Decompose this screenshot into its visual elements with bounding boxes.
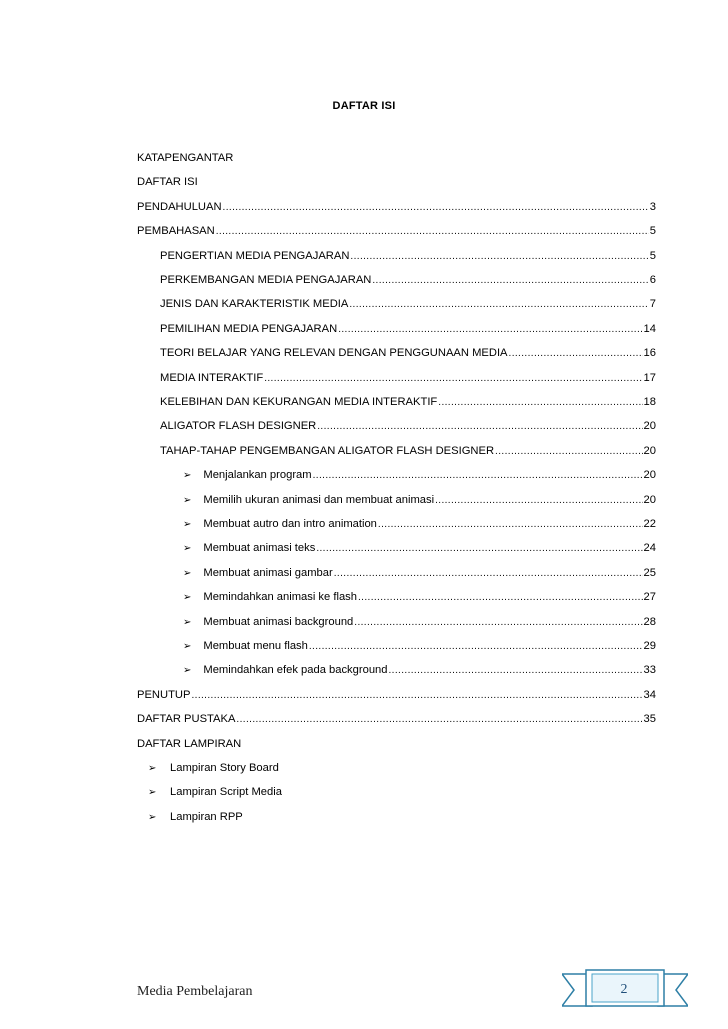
dot-leader [435,494,642,508]
dot-leader [358,591,643,605]
toc-entry [160,444,656,459]
toc-entry [183,590,656,605]
toc-entry [160,297,656,312]
toc-entry-label: Membuat menu flash [203,640,308,652]
toc-entry-label: PENDAHULUAN [137,200,222,213]
toc-entry [160,371,656,386]
toc-page-number: 18 [643,396,656,408]
toc-entry [137,224,656,239]
toc-page-number: 33 [643,664,656,677]
dot-leader [438,396,642,410]
arrow-bullet-icon: ➢ [148,763,157,774]
toc-entry-label: MEDIA INTERAKTIF [160,371,264,384]
toc-entry-label: Membuat animasi gambar [203,566,333,579]
toc-entry-label: DAFTAR PUSTAKA [137,713,236,726]
dot-leader [317,420,642,434]
toc-page-number: 20 [643,493,656,506]
toc-entry [160,419,656,434]
dot-leader [191,689,642,703]
toc-entry-label: PERKEMBANGAN MEDIA PENGAJARAN [160,274,372,286]
arrow-bullet-icon: ➢ [183,543,192,555]
toc-entry [183,663,656,678]
dot-leader [264,372,642,386]
dot-leader [509,347,643,361]
dot-leader [372,274,648,288]
toc-page-number: 20 [643,420,656,433]
dot-leader [216,225,649,239]
toc-entry [183,639,656,654]
toc-entry [137,175,198,189]
toc-page-number: 5 [649,225,656,238]
toc-entry-label: KATAPENGANTAR [137,152,234,164]
toc-page-number: 24 [643,542,656,555]
dot-leader [316,542,642,556]
toc-entry-label: Membuat autro dan intro animation [203,518,377,530]
toc-entry-label: Memindahkan animasi ke flash [203,591,357,604]
toc-entry [148,785,282,800]
toc-entry-label: TEORI BELAJAR YANG RELEVAN DENGAN PENGGUNAAN MEDIA [160,347,508,360]
dot-leader [309,640,643,654]
arrow-bullet-icon: ➢ [183,616,192,628]
toc-page-number: 20 [643,469,656,482]
toc-entry [137,737,241,751]
dot-leader [350,250,648,264]
toc-entry [148,810,243,825]
toc-page-number: 7 [649,298,656,311]
toc-page-number: 25 [643,566,656,579]
toc-entry [160,273,656,288]
toc-entry [183,541,656,556]
toc-entry-label: DAFTAR ISI [137,176,198,189]
toc-page-number: 34 [643,688,656,701]
toc-entry-label: Membuat animasi background [203,615,354,628]
dot-leader [313,469,643,483]
toc-page-number: 16 [643,347,656,360]
arrow-bullet-icon: ➢ [148,787,157,799]
dot-leader [354,616,642,630]
toc-entry-label: Memilih ukuran animasi dan membuat animasi [203,493,435,506]
toc-page-number: 17 [643,371,656,384]
arrow-bullet-icon: ➢ [183,641,192,652]
toc-entry-label: PEMILIHAN MEDIA PENGAJARAN [160,322,338,335]
toc-entry [183,566,656,581]
arrow-bullet-icon: ➢ [183,592,192,604]
footer-text: Media Pembelajaran [137,984,253,999]
toc-entry-label: DAFTAR LAMPIRAN [137,737,242,750]
arrow-bullet-icon: ➢ [183,470,192,482]
arrow-bullet-icon: ➢ [183,519,192,530]
toc-entry-label: Menjalankan program [203,469,312,482]
toc-entry-label: PENUTUP [137,688,191,701]
toc-entry-label: Membuat animasi teks [203,542,316,555]
toc-entry-label: Lampiran Script Media [170,786,282,799]
dot-leader [349,298,648,312]
toc-page-number: 5 [649,249,656,262]
toc-entry-label: PEMBAHASAN [137,225,215,238]
dot-leader [223,201,649,215]
toc-page-number: 29 [643,640,656,652]
dot-leader [334,567,643,581]
toc-page-number: 14 [643,322,656,335]
toc-entry-label: Lampiran Story Board [170,762,279,774]
toc-page-number: 6 [649,274,656,286]
arrow-bullet-icon: ➢ [183,567,192,579]
dot-leader [389,664,643,678]
dot-leader [495,445,643,459]
toc-entry [137,151,233,165]
toc-entry [137,688,656,703]
toc-entry-label: ALIGATOR FLASH DESIGNER [160,420,317,433]
toc-entry [183,468,656,483]
toc-page-number: 27 [643,591,656,604]
dot-leader [236,713,642,727]
page-title: DAFTAR ISI [332,100,396,112]
toc-page-number: 22 [643,518,656,530]
arrow-bullet-icon: ➢ [148,811,157,823]
toc-entry [148,761,279,776]
toc-entry [137,200,656,215]
toc-entry [183,615,656,630]
toc-page-number: 28 [643,615,656,628]
toc-entry [183,517,656,532]
toc-entry [160,249,656,264]
toc-entry [160,395,656,410]
toc-entry-label: Memindahkan efek pada background [203,664,388,677]
toc-page-number: 20 [643,444,656,457]
toc-page-number: 3 [649,200,656,213]
toc-entry [160,346,656,361]
dot-leader [338,323,642,337]
toc-page-number: 35 [643,713,656,726]
toc-entry-label: Lampiran RPP [170,810,243,823]
arrow-bullet-icon: ➢ [183,665,192,677]
toc-entry-label: PENGERTIAN MEDIA PENGAJARAN [160,249,350,262]
toc-entry-label: JENIS DAN KARAKTERISTIK MEDIA [160,298,349,311]
toc-entry [137,712,656,727]
toc-entry-label: TAHAP-TAHAP PENGEMBANGAN ALIGATOR FLASH DESIGNER [160,444,495,457]
toc-entry [183,493,656,508]
toc-entry [160,322,656,337]
arrow-bullet-icon: ➢ [183,494,192,506]
dot-leader [378,518,643,532]
page-number: 2 [620,982,628,997]
toc-entry-label: KELEBIHAN DAN KEKURANGAN MEDIA INTERAKTIF [160,396,438,408]
